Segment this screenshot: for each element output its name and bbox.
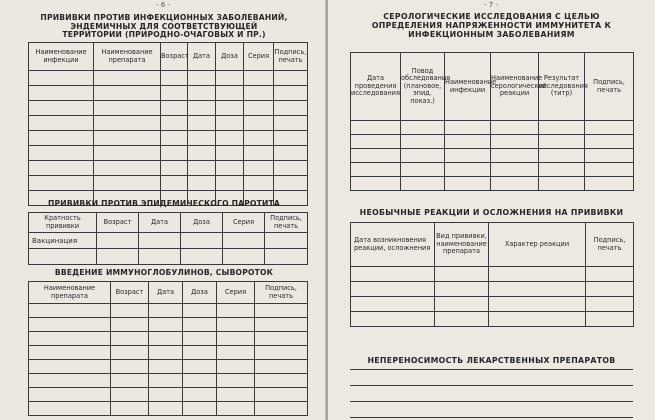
table-cell[interactable]: [94, 116, 161, 131]
table-cell[interactable]: [539, 121, 585, 135]
table-cell[interactable]: [445, 149, 491, 163]
col-signature: Подпись, печать: [586, 223, 634, 267]
table-row: [29, 346, 308, 360]
table-cell[interactable]: [188, 131, 216, 146]
table-row: [29, 71, 308, 86]
ruled-line: [350, 385, 633, 386]
col-signature: Подпись, печать: [255, 282, 308, 304]
table-cell[interactable]: [489, 267, 586, 282]
table-cell[interactable]: [351, 163, 401, 177]
table-cell[interactable]: [29, 131, 94, 146]
row-label-vaccination: Вакцинация: [29, 233, 97, 249]
col-vaccine-type: Вид прививки, наименование препарата: [435, 223, 489, 267]
serology-title: СЕРОЛОГИЧЕСКИЕ ИССЛЕДОВАНИЯ С ЦЕЛЬЮ ОПРЕДЕЛЕНИЯ НАПРЯЖЕННОСТИ ИММУНИТЕТА К ИНФЕКЦИОННЫМ ЗАБОЛЕВАНИЯМ: [371, 12, 612, 39]
table-cell[interactable]: [217, 360, 255, 374]
table-cell[interactable]: [274, 71, 308, 86]
table-row: [351, 312, 634, 327]
table-row: [351, 297, 634, 312]
table-cell[interactable]: [111, 304, 149, 318]
table-cell[interactable]: [149, 374, 183, 388]
table-cell[interactable]: [139, 249, 181, 265]
table-cell[interactable]: [111, 402, 149, 416]
table-cell[interactable]: [585, 135, 634, 149]
table-cell[interactable]: [586, 282, 634, 297]
table-cell[interactable]: [255, 318, 308, 332]
table-cell[interactable]: [586, 312, 634, 327]
table-cell[interactable]: [585, 121, 634, 135]
col-age: Возраст: [161, 43, 188, 71]
table-row: [29, 388, 308, 402]
table-cell[interactable]: [149, 332, 183, 346]
table-cell[interactable]: [435, 282, 489, 297]
col-series: Серия: [223, 213, 265, 233]
page-number-right: - 7 -: [484, 1, 498, 9]
table-cell[interactable]: [539, 149, 585, 163]
table-cell[interactable]: [161, 131, 188, 146]
table-cell[interactable]: [274, 131, 308, 146]
table-cell[interactable]: [111, 318, 149, 332]
table-row: [351, 267, 634, 282]
table-cell[interactable]: [223, 249, 265, 265]
col-series: Серия: [217, 282, 255, 304]
table-cell[interactable]: [29, 360, 111, 374]
table-row: [29, 402, 308, 416]
table-cell[interactable]: [183, 360, 217, 374]
page-number-left: - 6 -: [156, 1, 170, 9]
table-row: [29, 374, 308, 388]
table-row: [29, 332, 308, 346]
table-cell[interactable]: [161, 116, 188, 131]
table-cell[interactable]: [435, 267, 489, 282]
table-cell[interactable]: [216, 176, 244, 191]
table-cell[interactable]: [29, 146, 94, 161]
intolerance-title: НЕПЕРЕНОСИМОСТЬ ЛЕКАРСТВЕННЫХ ПРЕПАРАТОВ: [367, 356, 616, 365]
table-cell[interactable]: [181, 233, 223, 249]
table-cell[interactable]: [351, 267, 435, 282]
table-row: [351, 121, 634, 135]
table-cell[interactable]: [244, 71, 274, 86]
table-row: [29, 304, 308, 318]
col-preparation-name: Наименование препарата: [94, 43, 161, 71]
table-cell[interactable]: [274, 176, 308, 191]
table-cell[interactable]: [255, 332, 308, 346]
table-cell[interactable]: [216, 101, 244, 116]
table-cell[interactable]: [274, 101, 308, 116]
table-cell[interactable]: [401, 121, 445, 135]
table-cell[interactable]: [183, 374, 217, 388]
table-cell[interactable]: [94, 71, 161, 86]
table-cell[interactable]: [111, 360, 149, 374]
table-cell[interactable]: [216, 116, 244, 131]
immunoglobulins-table: [28, 281, 308, 416]
table-cell[interactable]: [445, 121, 491, 135]
table-cell[interactable]: [161, 86, 188, 101]
table-cell[interactable]: [491, 149, 539, 163]
table-cell[interactable]: [111, 388, 149, 402]
table-cell[interactable]: [111, 374, 149, 388]
table-cell[interactable]: [29, 374, 111, 388]
table-cell[interactable]: [585, 163, 634, 177]
table-cell[interactable]: [94, 131, 161, 146]
table-cell[interactable]: [161, 101, 188, 116]
table-cell[interactable]: [244, 146, 274, 161]
table-cell[interactable]: [585, 149, 634, 163]
table-cell[interactable]: [351, 282, 435, 297]
col-reaction-date: Дата возникновения реакции, осложнения: [351, 223, 435, 267]
table-cell[interactable]: [161, 176, 188, 191]
table-cell[interactable]: [94, 146, 161, 161]
table-cell[interactable]: [244, 101, 274, 116]
table-row: [29, 360, 308, 374]
table-cell[interactable]: [445, 135, 491, 149]
table-cell[interactable]: [539, 163, 585, 177]
table-cell[interactable]: [94, 161, 161, 176]
table-cell[interactable]: [217, 374, 255, 388]
table-cell[interactable]: [217, 402, 255, 416]
table-cell[interactable]: [255, 360, 308, 374]
table-row: [29, 131, 308, 146]
col-reaction-name: Наименование серологической реакции: [491, 53, 539, 121]
vaccinations-table: [28, 42, 308, 206]
table-cell[interactable]: [217, 388, 255, 402]
reactions-title: НЕОБЫЧНЫЕ РЕАКЦИИ И ОСЛОЖНЕНИЯ НА ПРИВИВКИ: [359, 208, 624, 217]
table-cell[interactable]: [29, 176, 94, 191]
col-date: Дата: [149, 282, 183, 304]
col-signature: Подпись, печать: [274, 43, 308, 71]
table-cell[interactable]: [29, 388, 111, 402]
table-cell[interactable]: [351, 297, 435, 312]
mumps-table: [28, 212, 308, 265]
table-cell[interactable]: [216, 131, 244, 146]
ruled-line: [350, 369, 633, 370]
table-cell[interactable]: [244, 116, 274, 131]
table-cell[interactable]: [139, 233, 181, 249]
table-cell[interactable]: [217, 346, 255, 360]
table-cell[interactable]: [265, 233, 308, 249]
table-row: [29, 176, 308, 191]
serology-table: [350, 52, 634, 191]
table-cell[interactable]: [217, 304, 255, 318]
table-cell[interactable]: [183, 402, 217, 416]
right-page: [328, 0, 655, 420]
table-cell[interactable]: [111, 332, 149, 346]
table-row: [29, 146, 308, 161]
table-cell[interactable]: [183, 332, 217, 346]
immunoglobulins-title: ВВЕДЕНИЕ ИММУНОГЛОБУЛИНОВ, СЫВОРОТОК: [54, 268, 274, 277]
table-cell[interactable]: [188, 146, 216, 161]
table-cell[interactable]: [188, 116, 216, 131]
table-cell[interactable]: [161, 146, 188, 161]
table-cell[interactable]: [401, 149, 445, 163]
table-cell[interactable]: [29, 402, 111, 416]
table-cell[interactable]: [217, 332, 255, 346]
col-reaction-character: Характер реакции: [489, 223, 586, 267]
table-cell[interactable]: [586, 267, 634, 282]
table-cell[interactable]: [188, 176, 216, 191]
col-dose: Доза: [183, 282, 217, 304]
table-row: [351, 149, 634, 163]
table-cell[interactable]: [539, 135, 585, 149]
table-cell[interactable]: [491, 177, 539, 191]
table-cell[interactable]: [29, 71, 94, 86]
table-cell[interactable]: [244, 86, 274, 101]
table-cell[interactable]: [265, 249, 308, 265]
table-cell[interactable]: [216, 86, 244, 101]
table-cell[interactable]: [97, 233, 139, 249]
col-preparation-name: Наименование препарата: [29, 282, 111, 304]
table-cell[interactable]: [351, 312, 435, 327]
table-row: [351, 163, 634, 177]
table-cell[interactable]: [401, 135, 445, 149]
table-cell[interactable]: [97, 249, 139, 265]
table-cell[interactable]: [149, 304, 183, 318]
col-date: Дата: [188, 43, 216, 71]
table-cell[interactable]: [255, 374, 308, 388]
table-cell[interactable]: [445, 177, 491, 191]
table-cell[interactable]: [161, 71, 188, 86]
table-cell[interactable]: [445, 163, 491, 177]
table-cell[interactable]: [489, 282, 586, 297]
table-cell[interactable]: [255, 388, 308, 402]
table-cell[interactable]: [274, 116, 308, 131]
ruled-line: [350, 417, 633, 418]
table-cell[interactable]: [188, 86, 216, 101]
table-cell[interactable]: [351, 121, 401, 135]
table-cell[interactable]: [94, 176, 161, 191]
table-cell[interactable]: [489, 312, 586, 327]
table-cell[interactable]: [94, 86, 161, 101]
table-cell[interactable]: [111, 346, 149, 360]
table-cell[interactable]: [29, 86, 94, 101]
table-cell[interactable]: [274, 86, 308, 101]
table-cell[interactable]: [586, 297, 634, 312]
intolerance-lines[interactable]: [350, 369, 633, 420]
mumps-title: ПРИВИВКИ ПРОТИВ ЭПИДЕМИЧЕСКОГО ПАРОТИТА: [47, 199, 281, 208]
table-cell[interactable]: [29, 249, 97, 265]
table-cell[interactable]: [94, 101, 161, 116]
table-cell[interactable]: [216, 161, 244, 176]
table-cell[interactable]: [183, 304, 217, 318]
table-cell[interactable]: [188, 101, 216, 116]
table-cell[interactable]: [491, 135, 539, 149]
table-cell[interactable]: [149, 402, 183, 416]
col-signature: Подпись, печать: [585, 53, 634, 121]
table-cell[interactable]: [216, 146, 244, 161]
table-row: [351, 177, 634, 191]
table-row: [351, 282, 634, 297]
table-cell[interactable]: [435, 297, 489, 312]
table-cell[interactable]: [188, 161, 216, 176]
table-cell[interactable]: [255, 304, 308, 318]
table-cell[interactable]: [149, 388, 183, 402]
table-cell[interactable]: [274, 161, 308, 176]
col-age: Возраст: [97, 213, 139, 233]
table-row: [29, 101, 308, 116]
table-cell[interactable]: [29, 304, 111, 318]
table-cell[interactable]: [183, 346, 217, 360]
table-cell[interactable]: [491, 163, 539, 177]
table-cell[interactable]: [217, 318, 255, 332]
table-cell[interactable]: [149, 360, 183, 374]
col-multiplicity: Кратность прививки: [29, 213, 97, 233]
table-cell[interactable]: [244, 176, 274, 191]
table-row: [29, 233, 308, 249]
table-cell[interactable]: [351, 149, 401, 163]
table-cell[interactable]: [216, 71, 244, 86]
table-row: [351, 135, 634, 149]
table-cell[interactable]: [29, 332, 111, 346]
table-cell[interactable]: [149, 318, 183, 332]
col-reason: Повод обследования (плановое, эпид. показ.): [401, 53, 445, 121]
table-cell[interactable]: [539, 177, 585, 191]
table-cell[interactable]: [401, 163, 445, 177]
col-dose: Доза: [181, 213, 223, 233]
table-cell[interactable]: [435, 312, 489, 327]
table-row: [29, 161, 308, 176]
table-cell[interactable]: [161, 161, 188, 176]
ruled-line: [350, 401, 633, 402]
table-row: [29, 249, 308, 265]
table-cell[interactable]: [181, 249, 223, 265]
table-cell[interactable]: [585, 177, 634, 191]
col-infection-name: Наименование инфекции: [445, 53, 491, 121]
table-cell[interactable]: [188, 71, 216, 86]
table-row: [29, 86, 308, 101]
col-signature: Подпись, печать: [265, 213, 308, 233]
left-page: [0, 0, 326, 420]
vaccinations-title: ПРИВИВКИ ПРОТИВ ИНФЕКЦИОННЫХ ЗАБОЛЕВАНИЙ, ЭНДЕМИЧНЫХ ДЛЯ СООТВЕТСТВУЮЩЕЙ ТЕРРИТОРИИ (ПРИРОДНО-ОЧАГОВЫХ И ПР.): [40, 13, 288, 40]
col-dose: Доза: [216, 43, 244, 71]
table-cell[interactable]: [255, 346, 308, 360]
col-age: Возраст: [111, 282, 149, 304]
table-cell[interactable]: [255, 402, 308, 416]
col-result: Результат исследования (титр): [539, 53, 585, 121]
table-cell[interactable]: [223, 233, 265, 249]
table-cell[interactable]: [491, 121, 539, 135]
table-cell[interactable]: [244, 161, 274, 176]
col-series: Серия: [244, 43, 274, 71]
table-cell[interactable]: [29, 346, 111, 360]
table-row: [29, 318, 308, 332]
reactions-table: [350, 222, 634, 327]
table-row: [29, 116, 308, 131]
col-date: Дата: [139, 213, 181, 233]
col-infection-name: Наименование инфекции: [29, 43, 94, 71]
table-cell[interactable]: [274, 146, 308, 161]
table-cell[interactable]: [183, 318, 217, 332]
table-cell[interactable]: [401, 177, 445, 191]
table-cell[interactable]: [351, 135, 401, 149]
table-cell[interactable]: [183, 388, 217, 402]
table-cell[interactable]: [29, 101, 94, 116]
table-cell[interactable]: [149, 346, 183, 360]
col-study-date: Дата проведения исследования: [351, 53, 401, 121]
table-cell[interactable]: [244, 131, 274, 146]
table-cell[interactable]: [351, 177, 401, 191]
table-cell[interactable]: [29, 161, 94, 176]
table-cell[interactable]: [29, 116, 94, 131]
table-cell[interactable]: [29, 318, 111, 332]
table-cell[interactable]: [489, 297, 586, 312]
